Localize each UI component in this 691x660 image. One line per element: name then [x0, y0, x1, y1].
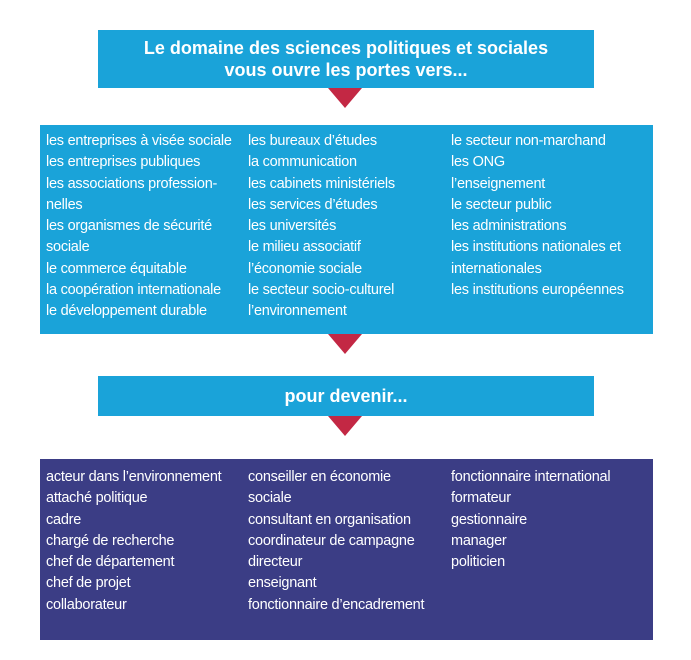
career-item: directeur	[248, 554, 303, 571]
career-item: formateur	[451, 490, 511, 507]
sector-item: les entreprises publiques	[46, 154, 201, 171]
sectors-column-2	[248, 131, 395, 323]
sector-item: le commerce équitable	[46, 260, 187, 277]
career-item: conseiller en économie	[248, 469, 391, 485]
careers-column-3	[451, 467, 610, 573]
career-item: chef de projet	[46, 575, 131, 592]
sector-item: le secteur socio-culturel	[248, 282, 395, 299]
careers-panel	[40, 459, 653, 640]
career-item: politicien	[451, 554, 505, 571]
sector-item: les institutions européennes	[451, 282, 624, 299]
career-item: collaborateur	[46, 596, 127, 613]
career-item: enseignant	[248, 575, 317, 592]
career-item: gestionnaire	[451, 511, 527, 528]
sector-item: les bureaux d’études	[248, 133, 377, 149]
career-item: acteur dans l’environnement	[46, 469, 222, 485]
devenir-banner	[98, 376, 594, 416]
down-arrow-icon	[328, 334, 362, 354]
sector-item: la communication	[248, 154, 357, 171]
sector-item: le secteur non-marchand	[451, 133, 606, 149]
sector-item: l’environnement	[248, 303, 347, 320]
title-line-2: vous ouvre les portes vers...	[224, 60, 468, 80]
career-item: consultant en organisation	[248, 511, 411, 528]
career-item: chef de département	[46, 554, 175, 571]
sector-item: les cabinets ministériels	[248, 175, 395, 192]
sector-item: les entreprises à visée sociale	[46, 133, 232, 149]
sectors-panel	[40, 125, 653, 334]
title-banner	[98, 30, 594, 88]
sector-item: le développement durable	[46, 303, 207, 320]
sector-item: nelles	[46, 196, 83, 213]
career-item: coordinateur de campagne	[248, 532, 415, 549]
sectors-column-1	[46, 131, 232, 323]
sector-item: la coopération internationale	[46, 282, 221, 299]
title-line-1: Le domaine des sciences politiques et sociales	[143, 38, 549, 58]
sector-item: les services d’études	[248, 196, 378, 213]
sector-item: le secteur public	[451, 196, 552, 213]
careers-column-2	[248, 467, 424, 616]
down-arrow-icon	[328, 416, 362, 436]
career-item: fonctionnaire d’encadrement	[248, 596, 425, 613]
devenir-label: pour devenir...	[284, 385, 408, 406]
careers-column-1	[46, 467, 221, 616]
sector-item: les associations profession-	[46, 175, 218, 192]
career-item: sociale	[248, 490, 292, 507]
sector-item: les universités	[248, 218, 337, 235]
sector-item: l’enseignement	[451, 175, 546, 192]
sector-item: les institutions nationales et	[451, 239, 621, 256]
sectors-column-3	[451, 131, 624, 301]
sector-item: les organismes de sécurité	[46, 218, 212, 235]
sector-item: internationales	[451, 260, 542, 277]
career-item: cadre	[46, 511, 82, 528]
sector-item: les ONG	[451, 154, 505, 171]
career-item: attaché politique	[46, 490, 148, 507]
sector-item: sociale	[46, 239, 90, 256]
sector-item: l’économie sociale	[248, 260, 362, 277]
sector-item: le milieu associatif	[248, 239, 361, 256]
career-item: fonctionnaire international	[451, 469, 611, 485]
career-item: manager	[451, 532, 507, 549]
down-arrow-icon	[328, 88, 362, 108]
sector-item: les administrations	[451, 218, 567, 235]
career-item: chargé de recherche	[46, 532, 175, 549]
